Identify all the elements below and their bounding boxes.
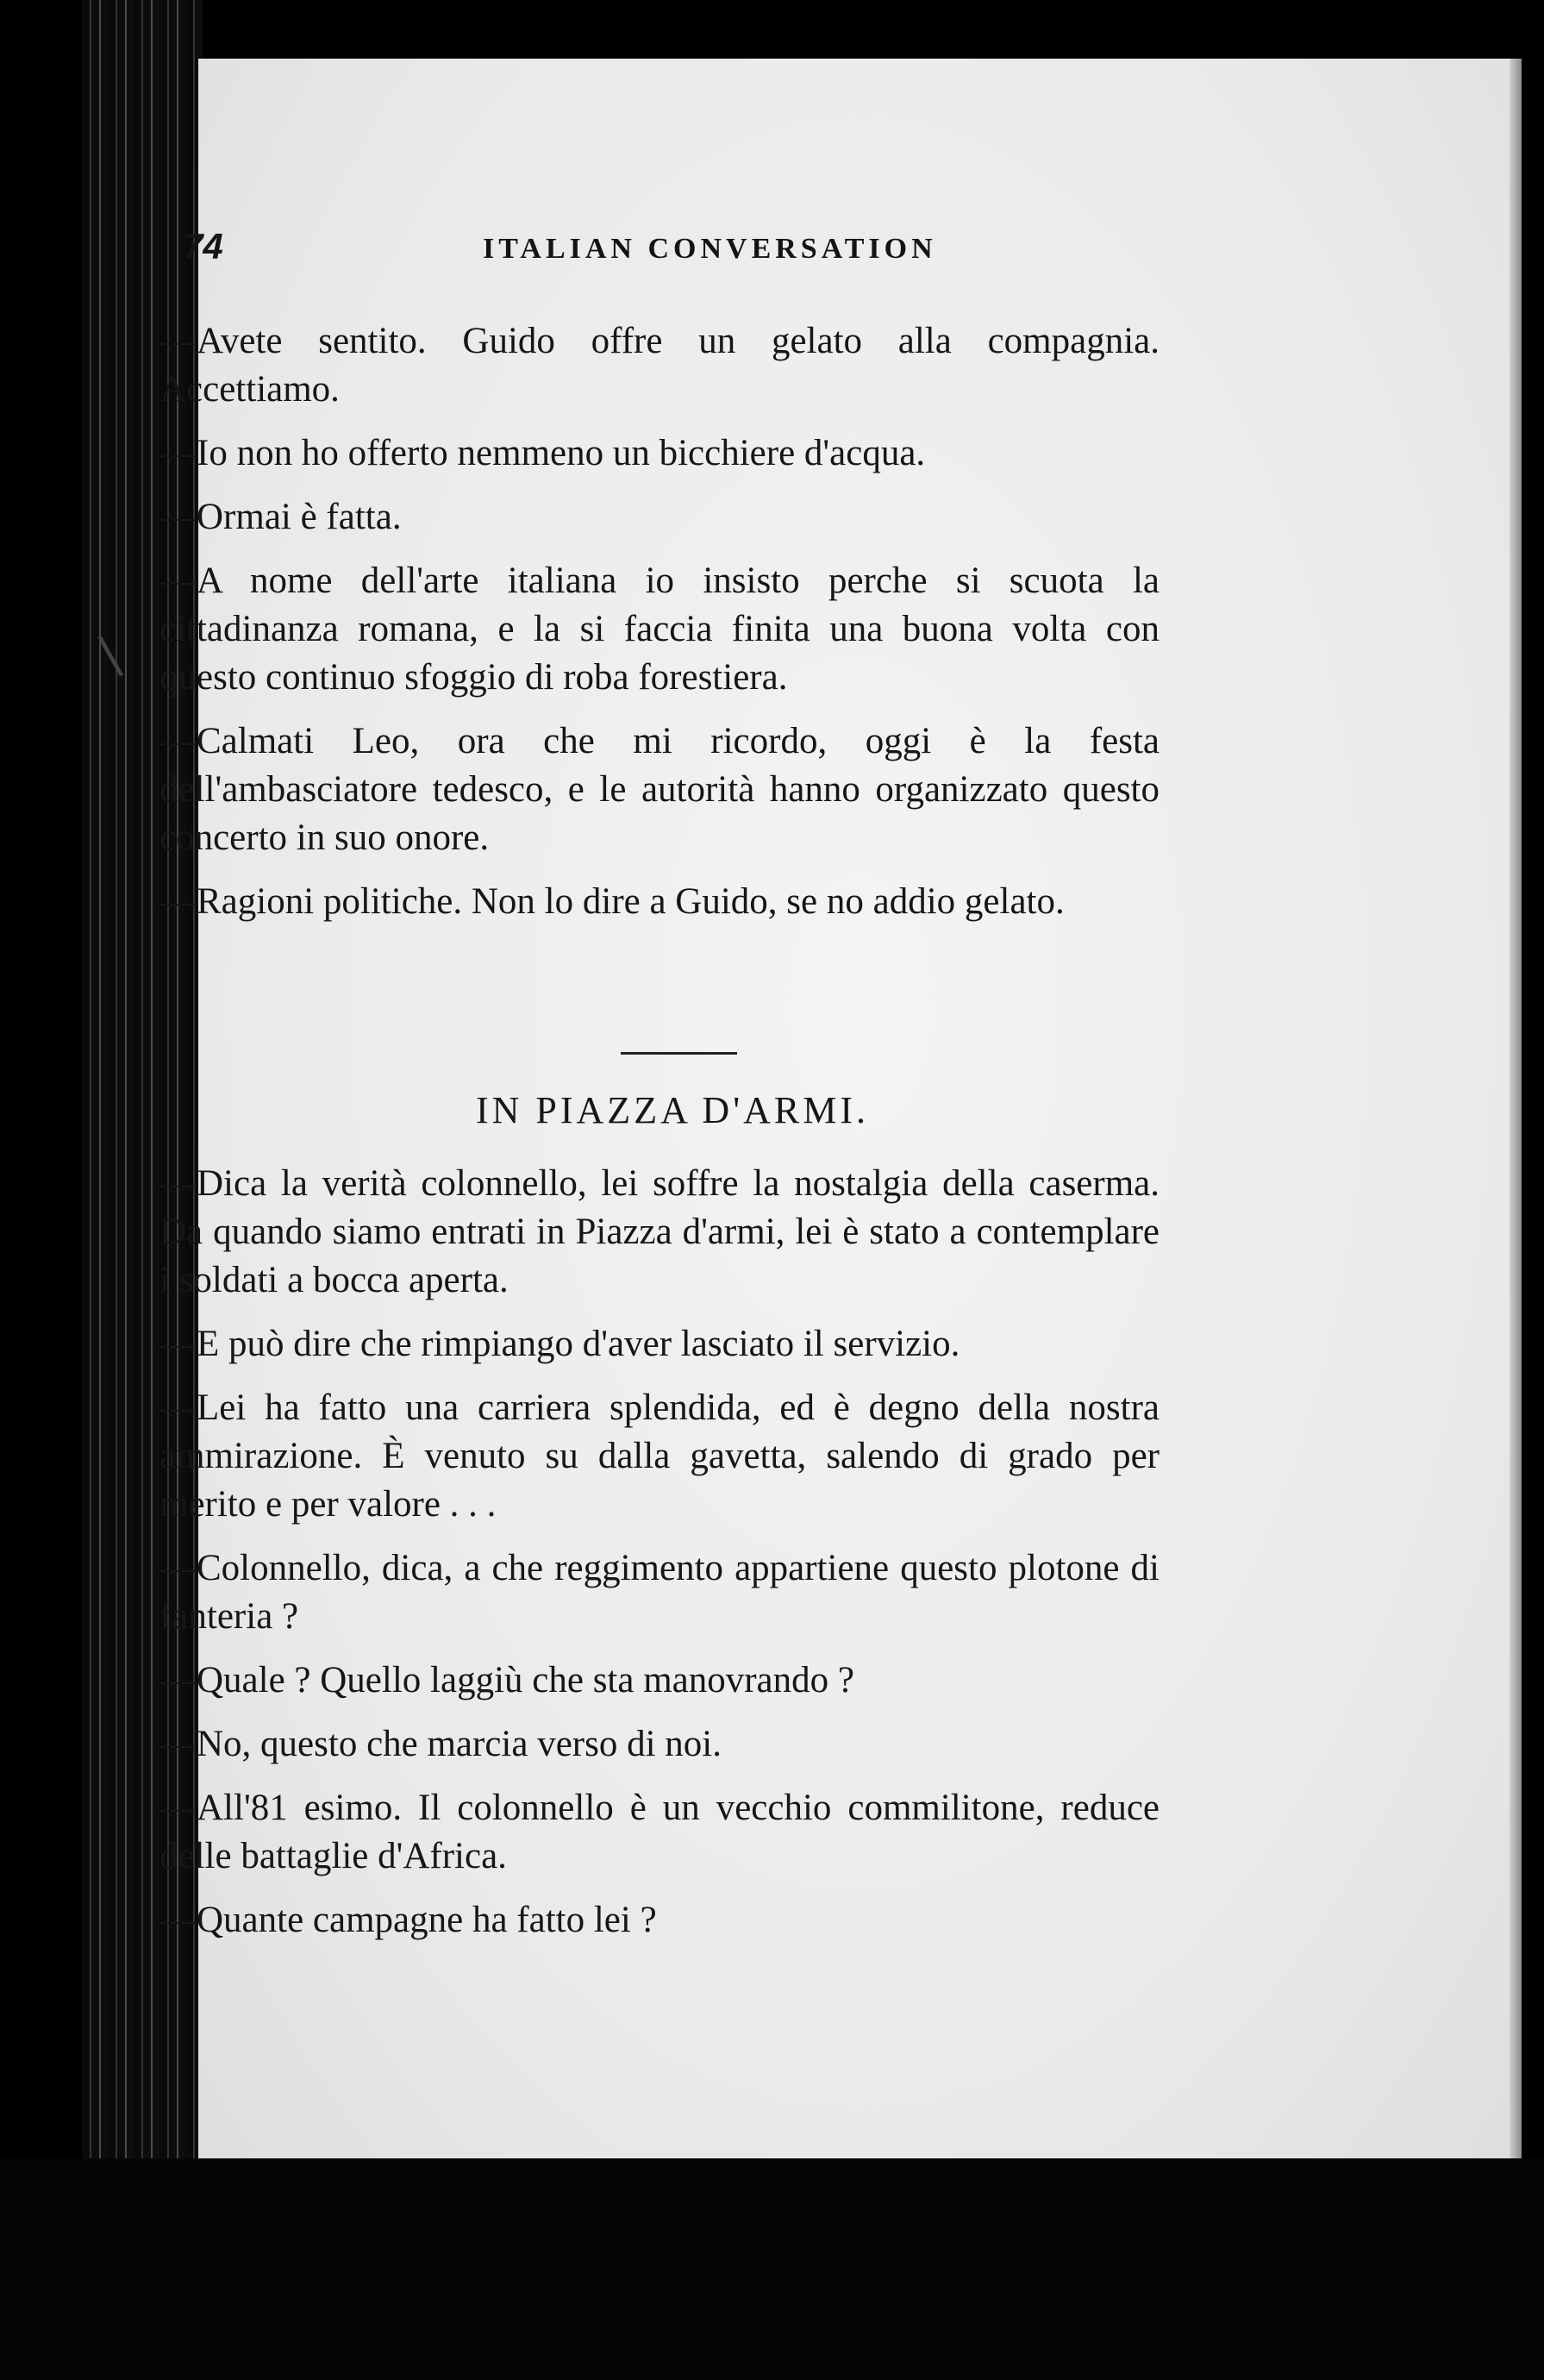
dialogue-line: —Calmati Leo, ora che mi ricordo, oggi è la festa dell'ambasciatore tedesco, e le autorità hanno organizzato questo concerto in suo onore. — [159, 721, 1160, 858]
section-divider — [621, 1052, 737, 1055]
dialogue-line: —Lei ha fatto una carriera splendida, ed è degno della nostra ammirazione. È venuto su dalla gavetta, salendo di grado per merito e per valore . . . — [159, 1387, 1160, 1525]
page-number: 74 — [183, 226, 223, 266]
dialogue-line: —Avete sentito. Guido offre un gelato alla compagnia. Accettiamo. — [159, 321, 1160, 410]
dialogue-line: —Ormai è fatta. — [159, 497, 402, 537]
scan-bottom-margin — [0, 2158, 1544, 2380]
page-edge-shadow — [1510, 59, 1522, 2158]
dialogue-line: —Colonnello, dica, a che reggimento appartiene questo plotone di fanteria ? — [159, 1548, 1160, 1637]
dialogue-line: —All'81 esimo. Il colonnello è un vecchio commilitone, reduce delle battaglie d'Africa. — [159, 1788, 1160, 1876]
dialogue-line: —Io non ho offerto nemmeno un bicchiere d'acqua. — [159, 433, 926, 473]
dialogue-line: —Quante campagne ha fatto lei ? — [159, 1900, 657, 1940]
dialogue-block-1 — [159, 317, 1160, 942]
section-title: IN PIAZZA D'ARMI. — [475, 1089, 870, 1131]
dialogue-line: —Ragioni politiche. Non lo dire a Guido, se no addio gelato. — [159, 881, 1065, 922]
page-header — [183, 226, 1140, 286]
dialogue-line: —Dica la verità colonnello, lei soffre la nostalgia della caserma. Da quando siamo entrati in Piazza d'armi, lei è stato a contemplare i soldati a bocca aperta. — [159, 1163, 1160, 1300]
dialogue-line: —E può dire che rimpiango d'aver lasciato il servizio. — [159, 1324, 960, 1364]
dialogue-line: —Quale ? Quello laggiù che sta manovrando ? — [159, 1660, 854, 1700]
dialogue-line: —A nome dell'arte italiana io insisto perche si scuota la cittadinanza romana, e la si faccia finita una buona volta con questo continuo sfoggio di roba forestiera. — [159, 561, 1160, 698]
running-head: ITALIAN CONVERSATION — [483, 233, 937, 265]
margin-pencil-mark: \ — [95, 623, 126, 687]
dialogue-block-2 — [159, 1160, 1160, 1960]
dialogue-line: —No, questo che marcia verso di noi. — [159, 1724, 722, 1764]
